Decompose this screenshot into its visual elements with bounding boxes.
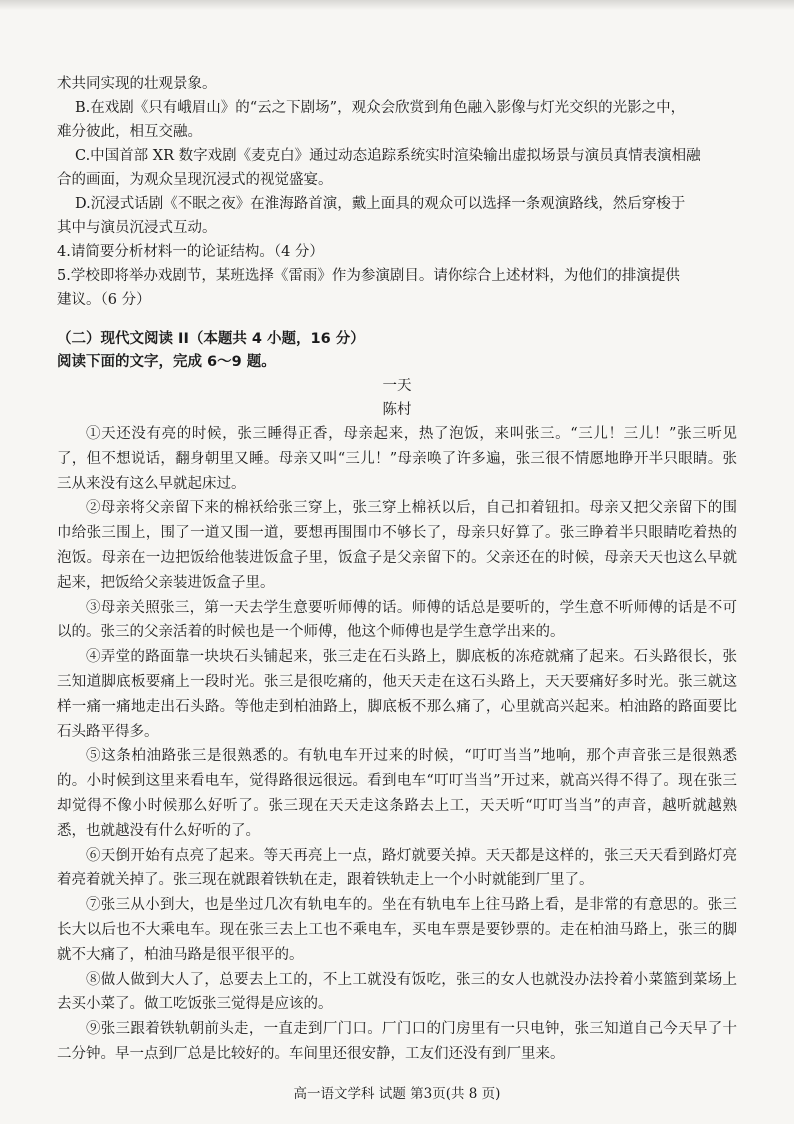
question-5-line2: 建议。（6 分） (57, 292, 151, 308)
scan-edge (0, 0, 794, 10)
option-b-line1: B.在戏剧《只有峨眉山》的“云之下剧场”，观众会欣赏到角色融入影像与灯光交织的光影之中， (75, 100, 686, 116)
question-4: 4.请简要分析材料一的论证结构。（4 分） (57, 244, 324, 260)
option-d-line2: 其中与演员沉浸式互动。 (57, 220, 217, 236)
article-paragraph-6: ⑥天倒开始有点亮了起来。等天再亮上一点，路灯就要关掉。天天都是这样的，张三天天看到路灯亮着亮着就关掉了。张三现在就跟着铁轨在走，跟着铁轨走上一个小时就能到厂里了。 (57, 847, 737, 889)
article-paragraph-4: ④弄堂的路面靠一块块石头铺起来，张三走在石头路上，脚底板的冻疮就痛了起来。石头路很长，张三知道脚底板要痛上一段时光。张三是很吃痛的，他天天走在这石头路上，天天要痛好多时光。张三就这样一痛一痛地走出石头路。等他走到柏油路上，脚底板不那么痛了，心里就高兴起来。柏油路的路面要比石头路平得多。 (57, 649, 737, 740)
page-content (57, 72, 737, 1067)
article-paragraph-2: ②母亲将父亲留下来的棉袄给张三穿上，张三穿上棉袄以后，自己扣着钮扣。母亲又把父亲留下的围巾给张三围上，围了一道又围一道，要想再围围巾不够长了，母亲只好算了。张三睁着半只眼睛吃着热的泡饭。母亲在一边把饭给他装进饭盒子里，饭盒子是父亲留下的。父亲还在的时候，母亲天天也这么早就起来，把饭给父亲装进饭盒子里。 (57, 500, 737, 591)
option-c-line2: 合的画面，为观众呈现沉浸式的视觉盛宴。 (57, 172, 333, 188)
option-d-line1: D.沉浸式话剧《不眠之夜》在淮海路首演，戴上面具的观众可以选择一条观演路线，然后穿梭于 (75, 196, 686, 212)
question-5-line1: 5.学校即将举办戏剧节，某班选择《雷雨》作为参演剧目。请你综合上述材料，为他们的排演提供 (57, 268, 680, 284)
article-author: 陈村 (382, 402, 412, 418)
prev-question-continuation: 术共同实现的壮观景象。 (57, 76, 217, 92)
article-paragraph-1: ①天还没有亮的时候，张三睡得正香，母亲起来，热了泡饭，来叫张三。“三儿！三儿！”张三听见了，但不想说话，翻身朝里又睡。母亲又叫“三儿！”母亲唤了许多遍，张三很不情愿地睁开半只眼睛。张三从来没有这么早就起床过。 (57, 426, 737, 492)
option-c-line1: C.中国首部 XR 数字戏剧《麦克白》通过动态追踪系统实时渲染输出虚拟场景与演员真情表演相融 (75, 148, 701, 164)
section-title: （二）现代文阅读 II（本题共 4 小题，16 分） (57, 331, 365, 347)
article-paragraph-9: ⑨张三跟着铁轨朝前头走，一直走到厂门口。厂门口的门房里有一只电钟，张三知道自己今天早了十二分钟。早一点到厂总是比较好的。车间里还很安静，工友们还没有到厂里来。 (57, 1021, 737, 1062)
option-b-line2: 难分彼此，相互交融。 (57, 124, 202, 140)
page-footer: 高一语文学科 试题 第3页(共 8 页) (293, 1086, 501, 1102)
section-instruction: 阅读下面的文字，完成 6～9 题。 (57, 354, 276, 370)
article-title: 一天 (382, 378, 412, 394)
article-paragraph-3: ③母亲关照张三，第一天去学生意要听师傅的话。师傅的话总是要听的，学生意不听师傅的话是不可以的。张三的父亲活着的时候也是一个师傅，他这个师傅也是学生意学出来的。 (57, 599, 737, 641)
article-paragraph-7: ⑦张三从小到大，也是坐过几次有轨电车的。坐在有轨电车上往马路上看，是非常的有意思的。张三长大以后也不大乘电车。现在张三去上工也不乘电车，买电车票是要钞票的。走在柏油马路上，张三的脚就不大痛了，柏油马路是很平很平的。 (57, 897, 737, 963)
article-paragraph-8: ⑧做人做到大人了，总要去上工的，不上工就没有饭吃，张三的女人也就没办法拎着小菜篮到菜场上去买小菜了。做工吃饭张三觉得是应该的。 (57, 971, 737, 1013)
article-paragraph-5: ⑤这条柏油路张三是很熟悉的。有轨电车开过来的时候，“叮叮当当”地响，那个声音张三是很熟悉的。小时候到这里来看电车，觉得路很远很远。看到电车“叮叮当当”开过来，就高兴得不得了。现在张三却觉得不像小时候那么好听了。张三现在天天走这条路去上工，天天听“叮叮当当”的声音，越听就越熟悉，也就越没有什么好听的了。 (57, 748, 737, 839)
